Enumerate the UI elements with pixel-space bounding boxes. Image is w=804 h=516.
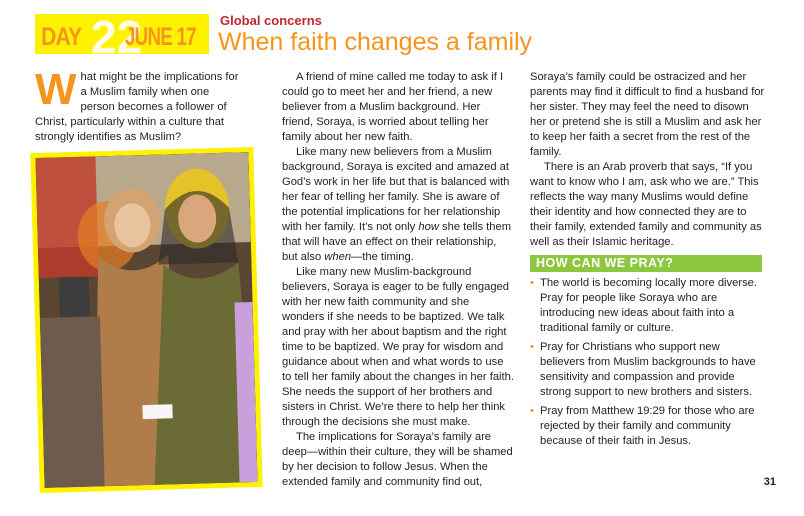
body-column-2 xyxy=(282,70,514,490)
bullet-icon: • xyxy=(530,277,534,289)
list-item: • The world is becoming locally more diverse. Pray for people like Soraya who are introducing new ideas about faith into a traditional family or culture. xyxy=(530,277,757,334)
date-label: JUNE 17 xyxy=(125,23,196,51)
intro-column xyxy=(35,65,245,145)
paragraph: Soraya’s family could be ostracized and her parents may find it difficult to find a husband for her sister. They may feel the need to disown her or pretend she is still a Muslim and ask her to keep her faith a secret from the rest of the family. xyxy=(530,71,765,158)
pray-list xyxy=(530,276,766,453)
bullet-icon: • xyxy=(530,405,534,417)
section-kicker: Global concerns xyxy=(220,13,322,28)
pray-heading: HOW CAN WE PRAY? xyxy=(536,256,674,270)
day-label: DAY xyxy=(41,23,82,51)
women-photo xyxy=(35,152,257,488)
paragraph: The implications for Soraya’s family are deep—within their culture, they will be shamed by her decision to follow Jesus. When the extended family and community find out, xyxy=(282,431,513,488)
list-item: • Pray from Matthew 19:29 for those who are rejected by their family and community because of their faith in Jesus. xyxy=(530,405,755,447)
photo-illustration xyxy=(35,152,257,488)
drop-cap: W xyxy=(35,65,77,114)
paragraph: Like many new believers from a Muslim background, Soraya is excited and amazed at God’s work in her life but that is balanced with her fear of telling her family. She is aware of the potential implications for her relationship with her family. It’s not only how she tells them that will have an effect on their relationship, but also when—the timing. xyxy=(282,146,512,263)
page-title: When faith changes a family xyxy=(218,28,533,56)
paragraph: There is an Arab proverb that says, “If you want to know who I am, ask who we are.” This reflects the way many Muslims would define their identity and how connected they are to their family, extended family and community as well as their Islamic heritage. xyxy=(530,161,762,248)
photo-frame xyxy=(30,147,262,493)
day-number: 22 xyxy=(91,14,143,54)
day-date-banner xyxy=(35,14,209,54)
bullet-icon: • xyxy=(530,341,534,353)
paragraph: A friend of mine called me today to ask if I could go to meet her and her friend, a new believer from a Muslim background. Her friend, Soraya, is worried about telling her family about her new faith. xyxy=(282,71,504,143)
paragraph: Like many new Muslim-background believers, Soraya is eager to be fully engaged with her new faith community and she wonders if she needs to be baptized. We talk and pray with her about baptism and the right time to be baptized. We pray for wisdom and guidance about when and what words to use to tell her family about the changes in her faith. She needs the support of her brothers and sisters in Christ. We’re there to help her think through the decisions she must make. xyxy=(282,266,514,428)
body-column-3 xyxy=(530,70,766,250)
pray-heading-bar xyxy=(530,255,762,272)
intro-text: hat might be the implications for a Muslim family when one person becomes a follower of Christ, particularly within a culture that strongly identifies as Muslim? xyxy=(35,71,239,143)
list-item: • Pray for Christians who support new believers from Muslim backgrounds to have sensitivity and compassion and provide strong support to new brothers and sisters. xyxy=(530,341,756,398)
page-number: 31 xyxy=(763,476,776,488)
